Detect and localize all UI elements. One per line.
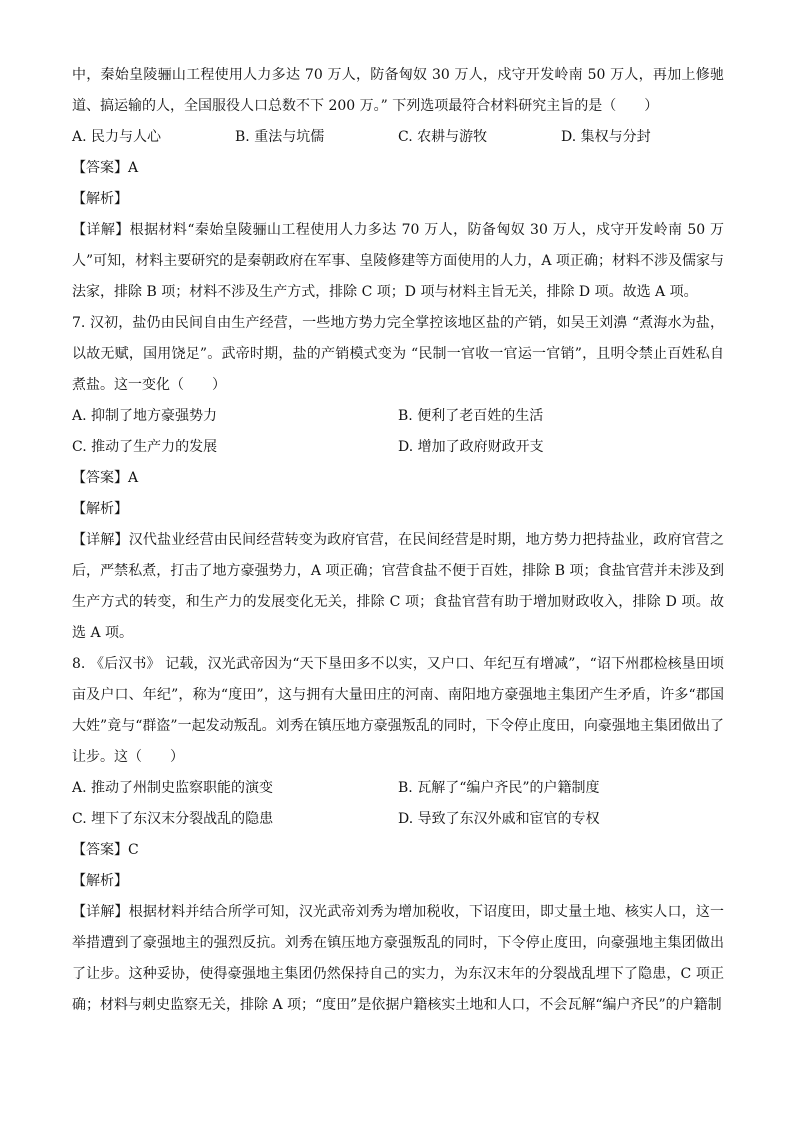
- q7-answer-label: 【答案】: [72, 470, 128, 486]
- q7-option-b: B. 便利了老百姓的生活: [398, 408, 544, 424]
- q6-option-d: D. 集权与分封: [561, 129, 651, 145]
- q8-option-d: D. 导致了东汉外戚和宦官的专权: [398, 811, 600, 827]
- q6-options: [72, 122, 724, 153]
- q8-option-b: B. 瓦解了“编户齐民”的户籍制度: [398, 780, 600, 796]
- q8-detail-text: 根据材料并结合所学可知，汉光武帝刘秀为增加税收，下诏度田，即丈量土地、核实人口，这一举措遭到了豪强地主的强烈反抗。刘秀在镇压地方豪强叛乱的同时，下令停止度田，向豪强地主集团做出了让步。这种妥协，使得豪强地主集团仍然保持自己的实力，为东汉末年的分裂战乱埋下了隐患，C 项正确；材料与刺史监察无关，排除 A 项；“度田”是依据户籍核实土地和人口，不会瓦解“编户齐民”的户籍制: [72, 904, 725, 1013]
- q7-answer-value: A: [128, 470, 139, 486]
- q8-option-c: C. 埋下了东汉末分裂战乱的隐患: [72, 811, 274, 827]
- q8-detail-label: 【详解】: [72, 904, 129, 920]
- q8-option-a: A. 推动了州制史监察职能的演变: [72, 780, 274, 796]
- q8-stem: 8. 《后汉书》 记载，汉光武帝因为“天下垦田多不以实，又户口、年纪互有增减”，“诏下州郡检核垦田顷亩及户口、年纪”，称为“度田”，这与拥有大量田庄的河南、南阳地方豪强地主集团产生矛盾，许多“郡国大姓”竟与“群盗”一起发动叛乱。刘秀在镇压地方豪强叛乱的同时，下令停止度田，向豪强地主集团做出了让步。这（ ）: [72, 656, 724, 765]
- q8-answer: [72, 835, 724, 866]
- q7-stem: 7. 汉初，盐仍由民间自由生产经营，一些地方势力完全掌控该地区盐的产销，如吴王刘濞 “煮海水为盐，以故无赋，国用饶足”。武帝时期，盐的产销模式变为 “民制一官收一官运一官销”，且明令禁止百姓私自煮盐。这一变化（ ）: [72, 315, 724, 393]
- q8-analysis-label: 【解析】: [72, 873, 128, 889]
- q7-detail: [72, 525, 724, 649]
- q6-option-a: A. 民力与人心: [72, 129, 162, 145]
- q6-answer-label: 【答案】: [72, 160, 128, 176]
- q7-detail-label: 【详解】: [72, 532, 129, 548]
- q6-stem-tail: 中，秦始皇陵骊山工程使用人力多达 70 万人，防备匈奴 30 万人，戍守开发岭南 50 万人，再加上修驰道、搞运输的人，全国服役人口总数不下 200 万。” 下列选项最符合材料研究主旨的是（ ）: [72, 67, 724, 114]
- q8-options-row2: [72, 804, 724, 835]
- q8-options-row1: [72, 773, 724, 804]
- q8-detail: [72, 897, 724, 1021]
- q7-options-row2: [72, 432, 724, 463]
- q6-option-c: C. 农耕与游牧: [398, 129, 488, 145]
- q7-option-a: A. 抑制了地方豪强势力: [72, 408, 218, 424]
- q7-detail-text: 汉代盐业经营由民间经营转变为政府官营，在民间经营是时期，地方势力把持盐业，政府官营之后，严禁私煮，打击了地方豪强势力，A 项正确；官营食盐不便于百姓，排除 B 项；食盐官营并未涉及到生产方式的转变，和生产力的发展变化无关，排除 C 项；食盐官营有助于增加财政收入，排除 D 项。故选 A 项。: [72, 532, 725, 641]
- q6-detail-text: 根据材料“秦始皇陵骊山工程使用人力多达 70 万人，防备匈奴 30 万人，戍守开发岭南 50 万人”可知，材料主要研究的是秦朝政府在军事、皇陵修建等方面使用的人力，A 项正确；材料不涉及儒家与法家，排除 B 项；材料不涉及生产方式，排除 C 项；D 项与材料主旨无关，排除 D 项。故选 A 项。: [72, 222, 724, 300]
- q6-analysis-label: 【解析】: [72, 191, 128, 207]
- document-page: [72, 60, 724, 1021]
- q6-detail: [72, 215, 724, 308]
- q7-answer: [72, 463, 724, 494]
- q6-detail-label: 【详解】: [72, 222, 130, 238]
- q6-option-b: B. 重法与坑儒: [235, 129, 325, 145]
- q7-options-row1: [72, 401, 724, 432]
- q7-analysis-label: 【解析】: [72, 501, 128, 517]
- q7-option-c: C. 推动了生产力的发展: [72, 439, 218, 455]
- q6-answer: [72, 153, 724, 184]
- q8-answer-value: C: [128, 842, 139, 858]
- q7-option-d: D. 增加了政府财政开支: [398, 439, 544, 455]
- q8-answer-label: 【答案】: [72, 842, 128, 858]
- q6-answer-value: A: [128, 160, 139, 176]
